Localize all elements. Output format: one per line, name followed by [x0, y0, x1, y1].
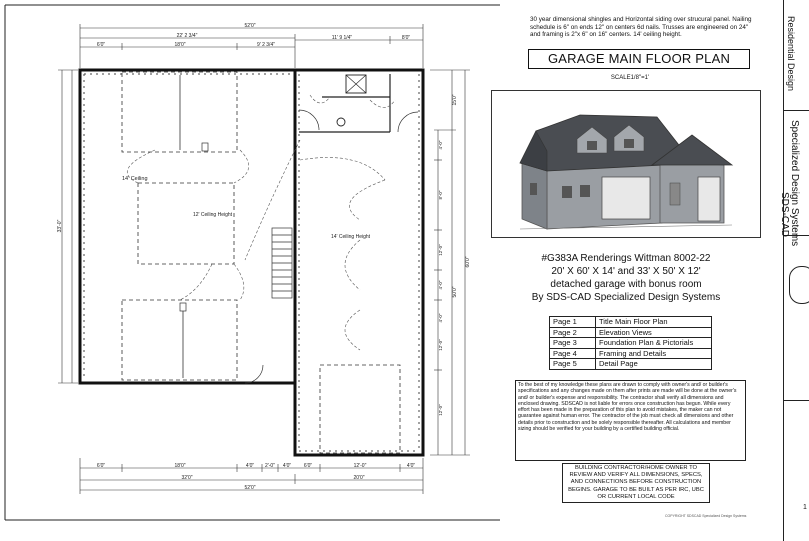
page-title-cell: Foundation Plan & Pictorials: [596, 338, 712, 349]
construction-notes: 30 year dimensional shingles and Horizontal siding over strucural panel. Nailing schedule is 6" on ends 12" on centers 6d nails. Trusses are engineered on 24" and framing is 2"x 6" on 16" centers. 14' ceiling height.: [530, 16, 752, 39]
title-block-company-full: Specialized Design Systems: [789, 120, 800, 247]
sheet-number: 1: [803, 504, 807, 511]
description-line-2: 20' X 60' X 14' and 33' X 50' X 12': [551, 266, 701, 277]
page-number: Page 5: [550, 359, 596, 370]
page-title: GARAGE MAIN FLOOR PLAN: [528, 49, 750, 69]
dim-bottom-seg-6a: 6'0": [96, 463, 106, 469]
dim-right-overall: 60'0": [465, 256, 471, 268]
title-block-border: [783, 0, 784, 541]
dim-bottom-seg-4b: 4'0": [282, 463, 292, 469]
page-number: Page 4: [550, 348, 596, 359]
title-block-divider: [783, 110, 809, 111]
scale-label: SCALE1/8"=1': [610, 75, 650, 81]
page-title-cell: Framing and Details: [596, 348, 712, 359]
dim-bottom-seg-4a: 4'0": [245, 463, 255, 469]
dim-right-seg-b: 8'-0": [438, 190, 443, 200]
dim-right-seg-e: 4'-0": [438, 313, 443, 323]
table-row: [550, 359, 712, 370]
dim-top-right-seg1: 11' 9 1/4": [331, 35, 353, 41]
table-row: [550, 338, 712, 349]
page-number: Page 3: [550, 338, 596, 349]
left-garage-walls: [80, 70, 295, 383]
right-overhead-door: [320, 365, 400, 453]
dim-bottom-seg-4c: 4'0": [406, 463, 416, 469]
dim-bottom-right-overall: 20'0": [353, 475, 365, 481]
dim-right-seg-a: 4'-0": [438, 140, 443, 150]
dim-bottom-overall: 52'0": [244, 485, 256, 491]
project-description: [526, 252, 726, 304]
page-number: Page 2: [550, 327, 596, 338]
right-garage-walls: [295, 70, 423, 455]
dim-right-lower: 50'0": [452, 286, 458, 298]
left-overhead-door-bottom: [122, 300, 237, 380]
dim-top-left-seg3: 9' 2 3/4": [256, 42, 276, 48]
dim-bottom-seg-6b: 6'0": [303, 463, 313, 469]
title-block-divider: [783, 400, 809, 401]
page-number: Page 1: [550, 317, 596, 328]
description-line-4: By SDS-CAD Specialized Design Systems: [531, 292, 721, 303]
garage-rendering: [491, 90, 761, 238]
page-index-table: [549, 316, 712, 370]
page-title-cell: Title Main Floor Plan: [596, 317, 712, 328]
stairs: [272, 228, 292, 298]
dim-top-left-garage: 22' 2 3/4": [176, 33, 198, 39]
dim-bottom-left-overall: 32'0": [181, 475, 193, 481]
title-block-company: SDS-CAD: [779, 192, 790, 238]
dim-right-seg-c: 12'-0": [438, 244, 443, 256]
copyright-text: COPYRIGHT SDSCAD Specialized Design Systems: [665, 514, 747, 518]
page-title-cell: Detail Page: [596, 359, 712, 370]
label-14-ceiling: 14' Ceiling: [122, 176, 148, 182]
dim-right-seg-f: 12'-0": [438, 339, 443, 351]
dim-top-left-seg2: 18'0": [174, 42, 186, 48]
dim-left-overall: 33'-0": [57, 219, 63, 233]
table-row: [550, 327, 712, 338]
dim-top-left-seg1: 6'0": [96, 42, 106, 48]
table-row: [550, 317, 712, 328]
dim-top-overall: 52'0": [244, 23, 256, 29]
dim-bottom-seg-18: 18'0": [174, 463, 186, 469]
garage-3d-illustration: [492, 91, 761, 238]
disclaimer-box: To the best of my knowledge these plans are drawn to comply with owner's and/ or builder's specifications and any changes made on them after prints are made will be done at the owner's and/ or builder's expense and responsibility. The contractor shall verify all dimensions and enclosed drawing. SDSCAD is not liable for errors once construction has begun. While every effort has been made in the preparation of this plan to avoid mistakes, the maker can not guarantee against human error. The contractor of the job must check all dimensions and other details prior to construction and be solely responsible thereafter. All calculations and member sizing should be verified for your building by a certified building official.: [515, 380, 746, 461]
left-overhead-door-top: [122, 72, 237, 152]
title-block-drawing-type: Residential Design: [786, 16, 796, 92]
description-line-3: detached garage with bonus room: [550, 279, 702, 290]
dim-right-seg-g: 12'-0": [438, 404, 443, 416]
dim-bottom-seg-2: 2'-0": [265, 463, 275, 469]
dim-right-upper: 15'0": [452, 94, 458, 106]
label-14-ceiling-height: 14' Ceiling Height: [331, 234, 371, 240]
dim-bottom-seg-12: 12'-0": [353, 463, 367, 469]
description-line-1: #G383A Renderings Wittman 8002-22: [541, 253, 711, 264]
dim-right-seg-d: 4'-0": [438, 280, 443, 290]
title-block-logo: [789, 266, 809, 304]
ceiling-panel: [138, 183, 234, 264]
dim-top-right-seg2: 8'0": [401, 35, 411, 41]
table-row: [550, 348, 712, 359]
label-12-ceiling-height: 12' Ceiling Height: [193, 212, 233, 218]
toilet: [337, 118, 345, 126]
contractor-note: BUILDING CONTRACTOR/HOME OWNER TO REVIEW AND VERIFY ALL DIMENSIONS, SPECS, AND CONNECTIONS BEFORE CONSTRUCTION BEGINS. GARAGE TO BE BUILT AS PER IRC, UBC OR CURRENT LOCAL CODE: [562, 463, 710, 503]
page-title-cell: Elevation Views: [596, 327, 712, 338]
